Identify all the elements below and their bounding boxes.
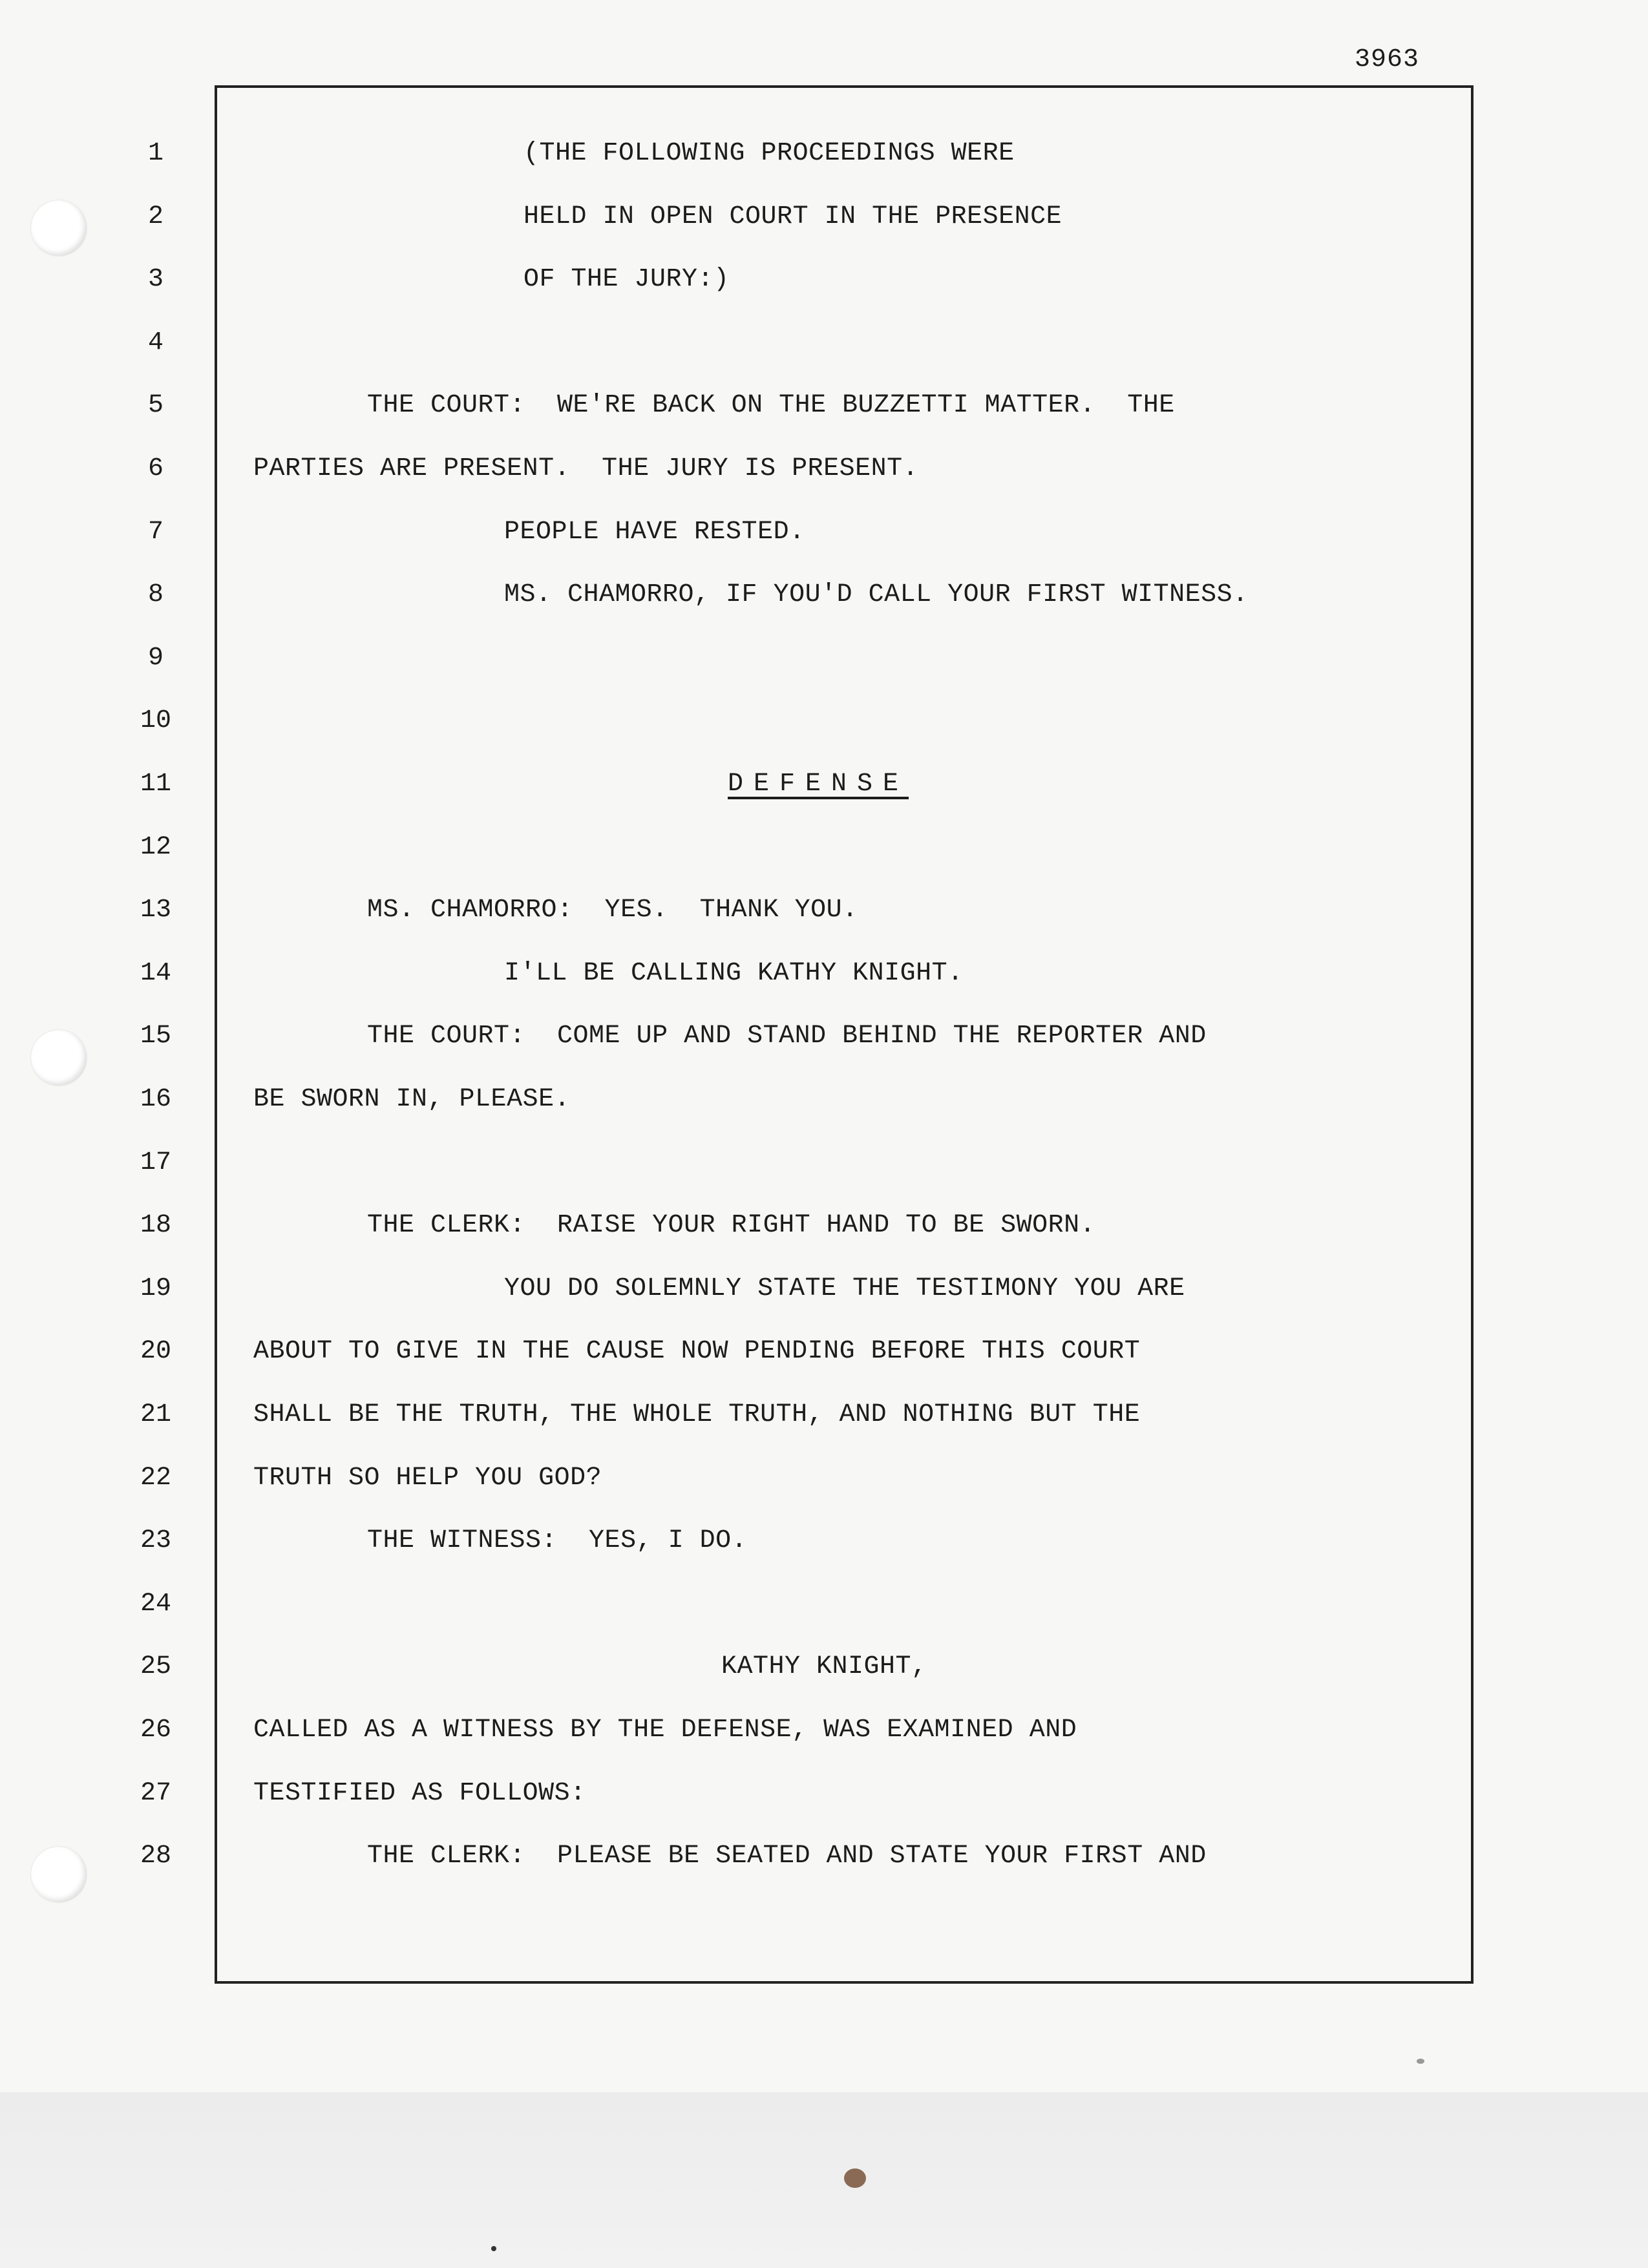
scan-speck (844, 2168, 866, 2188)
line-text: (THE FOLLOWING PROCEEDINGS WERE (523, 139, 1015, 168)
line-number: 21 (140, 1400, 171, 1429)
line-number: 4 (147, 328, 164, 357)
binder-hole-bottom (31, 1847, 87, 1902)
line-number: 22 (140, 1464, 171, 1493)
line-number: 26 (140, 1716, 171, 1745)
line-number: 7 (147, 518, 164, 547)
line-number: 28 (140, 1842, 171, 1871)
line-number: 2 (147, 202, 164, 231)
section-heading: DEFENSE (728, 770, 909, 799)
line-text: CALLED AS A WITNESS BY THE DEFENSE, WAS EXAMINED AND (253, 1716, 1077, 1745)
line-text: OF THE JURY:) (523, 265, 730, 294)
line-number: 5 (147, 391, 164, 420)
line-number: 16 (140, 1085, 171, 1114)
binder-hole-top (31, 200, 87, 256)
scan-speck (491, 2246, 496, 2251)
line-text: THE CLERK: PLEASE BE SEATED AND STATE YOUR FIRST AND (367, 1842, 1207, 1871)
page-number: 3963 (1355, 45, 1420, 74)
line-text: THE COURT: COME UP AND STAND BEHIND THE REPORTER AND (367, 1022, 1207, 1051)
line-number: 12 (140, 833, 171, 862)
line-number: 18 (140, 1211, 171, 1240)
line-text: PEOPLE HAVE RESTED. (504, 518, 805, 547)
line-number: 14 (140, 959, 171, 988)
line-text: THE WITNESS: YES, I DO. (367, 1526, 748, 1555)
line-number: 19 (140, 1274, 171, 1303)
line-text: KATHY KNIGHT, (721, 1652, 927, 1681)
line-number: 15 (140, 1022, 171, 1051)
line-text: THE CLERK: RAISE YOUR RIGHT HAND TO BE SWORN. (367, 1211, 1096, 1240)
line-number: 23 (140, 1526, 171, 1555)
line-number: 17 (140, 1148, 171, 1177)
line-text: MS. CHAMORRO, IF YOU'D CALL YOUR FIRST WITNESS. (504, 580, 1249, 609)
line-text: SHALL BE THE TRUTH, THE WHOLE TRUTH, AND NOTHING BUT THE (253, 1400, 1141, 1429)
line-text: YOU DO SOLEMNLY STATE THE TESTIMONY YOU ARE (504, 1274, 1185, 1303)
line-number: 6 (147, 454, 164, 483)
line-number: 1 (147, 139, 164, 168)
line-text: TRUTH SO HELP YOU GOD? (253, 1464, 602, 1493)
line-number: 11 (140, 770, 171, 799)
line-number: 13 (140, 896, 171, 925)
line-text: PARTIES ARE PRESENT. THE JURY IS PRESENT. (253, 454, 919, 483)
line-text: I'LL BE CALLING KATHY KNIGHT. (504, 959, 964, 988)
line-number: 27 (140, 1779, 171, 1808)
line-number: 8 (147, 580, 164, 609)
line-number: 9 (147, 644, 164, 673)
line-number: 25 (140, 1652, 171, 1681)
line-text: HELD IN OPEN COURT IN THE PRESENCE (523, 202, 1062, 231)
line-number: 20 (140, 1337, 171, 1366)
line-text: ABOUT TO GIVE IN THE CAUSE NOW PENDING BEFORE THIS COURT (253, 1337, 1141, 1366)
line-text: TESTIFIED AS FOLLOWS: (253, 1779, 586, 1808)
line-text: BE SWORN IN, PLEASE. (253, 1085, 571, 1114)
line-text: THE COURT: WE'RE BACK ON THE BUZZETTI MATTER. THE (367, 391, 1175, 420)
scan-bottom-margin (0, 2092, 1648, 2268)
line-number: 3 (147, 265, 164, 294)
line-number: 10 (140, 706, 171, 735)
scan-speck (1417, 2059, 1424, 2064)
line-text: MS. CHAMORRO: YES. THANK YOU. (367, 896, 858, 925)
binder-hole-middle (31, 1030, 87, 1086)
line-number: 24 (140, 1590, 171, 1619)
